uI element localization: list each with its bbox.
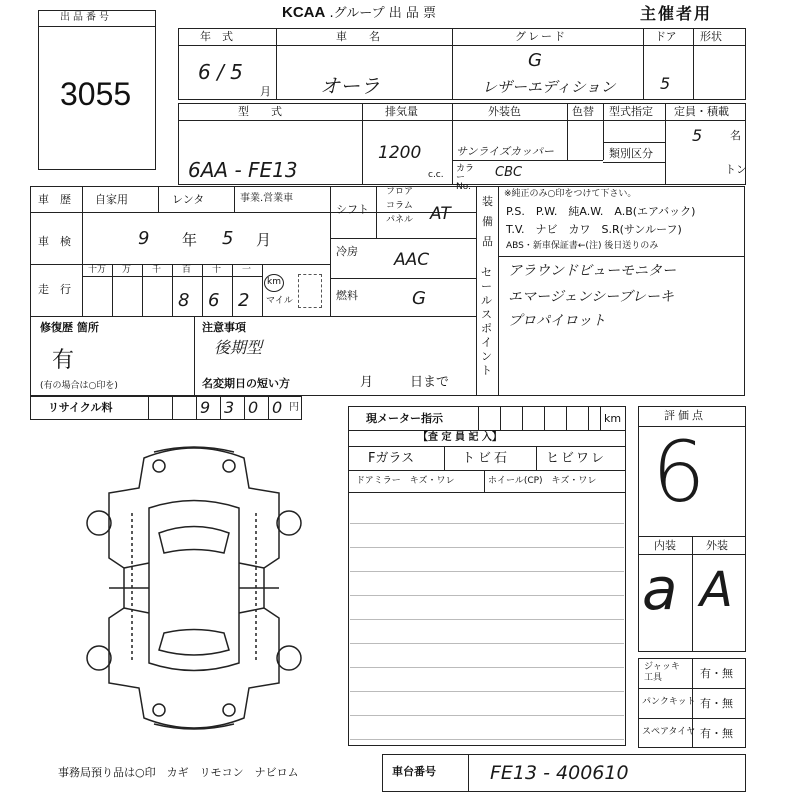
lot-number-label: 出品番号 — [60, 12, 112, 23]
inspector-section-label: 【査 定 員 記 入】 — [418, 432, 502, 443]
title-text: .グループ 出 品 票 — [329, 6, 436, 21]
shaken-year-unit: 年 — [182, 231, 198, 249]
deadline-label: 名変期日の短い方 — [202, 377, 290, 390]
tools-spare-label: スペアタイヤ — [642, 727, 696, 737]
equipment-line-2: T.V. ナビ カワ S.R(サンルーフ) — [506, 223, 682, 236]
recycle-unit: 円 — [289, 402, 299, 413]
shaken-label: 車 検 — [38, 235, 71, 248]
history-label: 車 歴 — [38, 193, 71, 206]
equipment-label: 装備品 — [482, 195, 493, 248]
mirror-label: ドアミラー キズ・ワレ — [356, 476, 455, 486]
digit-label-100: 百 — [182, 265, 192, 275]
deadline-month-unit: 月 — [360, 375, 374, 390]
exterior-label: 外装 — [706, 539, 728, 552]
digit-label-1k: 千 — [152, 265, 162, 275]
meter-label: 現メーター指示 — [366, 412, 443, 425]
recycle-label: リサイクル料 — [48, 401, 113, 414]
history-option-business: 事業.営業車 — [240, 193, 294, 204]
notice-label: 注意事項 — [202, 321, 246, 334]
shaken-month-value: 5 — [222, 228, 234, 249]
equipment-note: ※純正のみ○印をつけて下さい。 — [504, 189, 637, 199]
aircon-label: 冷房 — [336, 245, 358, 258]
capacity-value: 5 — [692, 126, 703, 145]
chassis-label: 車台番号 — [392, 765, 436, 778]
displacement-value: 1200 — [378, 143, 422, 163]
exterior-value: A — [700, 562, 733, 618]
office-note: 事務局預り品は○印 カギ リモコン ナビロム — [58, 766, 299, 779]
digit-label-10: 十 — [212, 265, 222, 275]
car-name-value: オーラ — [320, 74, 380, 98]
capacity-label: 定員・積載 — [674, 105, 729, 118]
interior-value: a — [642, 555, 678, 623]
color-no-label: カラー No. — [456, 164, 475, 192]
equipment-line-1: P.S. P.W. 純A.W. A.B(エアバック) — [506, 205, 696, 218]
category-label: 類別区分 — [609, 147, 653, 160]
shift-option-panel: パネル — [386, 215, 414, 225]
shift-value: AT — [430, 204, 451, 224]
color-change-label: 色替 — [572, 105, 594, 118]
mileage-label: 走 行 — [38, 283, 71, 296]
fuel-value: G — [412, 288, 426, 309]
sales-points-label: セールスポイント — [481, 266, 492, 377]
grade-value-2: レザーエディション — [482, 78, 616, 96]
repair-note: (有の場合は○印を) — [40, 381, 118, 391]
rating-label: 評価点 — [664, 409, 706, 422]
sales-point-1: アラウンドビューモニター — [508, 263, 676, 279]
digit-label-100k: 十万 — [88, 265, 107, 275]
car-name-label: 車 名 — [336, 30, 380, 43]
grade-label: グレード — [515, 30, 567, 43]
brand-logo: KCAA — [282, 4, 326, 21]
inspector-notes-area — [350, 500, 624, 744]
recycle-digit-1: 9 — [200, 398, 211, 417]
mileage-digit-3: 2 — [238, 290, 250, 311]
model-value: 6AA - FE13 — [188, 158, 298, 182]
cc-unit: c.c. — [428, 170, 444, 180]
sales-point-2: エマージェンシーブレーキ — [508, 289, 674, 305]
lot-number: 3055 — [60, 76, 132, 112]
shaken-month-unit: 月 — [256, 231, 272, 249]
shift-label: シフト — [336, 203, 369, 216]
recycle-digit-3: 0 — [248, 398, 259, 417]
wheel-label: ホイール(CP) キズ・ワレ — [488, 476, 597, 486]
load-unit: トン — [725, 163, 747, 176]
tools-puncture-value: 有・無 — [700, 697, 733, 710]
chip-label: トビ石 — [462, 451, 511, 466]
notice-value: 後期型 — [214, 338, 263, 357]
recycle-digit-4: 0 — [272, 398, 283, 417]
doors-label: ドア — [655, 30, 677, 43]
tools-jack-label: ジャッキ工具 — [644, 662, 680, 683]
repair-label: 修復歴 箇所 — [40, 321, 99, 334]
year-label: 年 式 — [200, 30, 233, 43]
shift-option-column: コラム — [386, 201, 413, 211]
model-label: 型 式 — [238, 105, 282, 118]
exterior-color-value: サンライズカッパー — [456, 145, 554, 158]
tools-jack-value: 有・無 — [700, 667, 733, 680]
shift-option-floor: フロア — [386, 187, 414, 197]
deadline-day-unit: 日まで — [410, 375, 450, 390]
form-title — [282, 2, 436, 21]
digit-label-1: 一 — [242, 265, 252, 275]
crack-label: ヒビワレ — [546, 451, 607, 466]
year-value: 6 / 5 — [198, 60, 243, 84]
shape-label: 形状 — [700, 30, 722, 43]
km-label: km — [267, 277, 281, 287]
interior-label: 内装 — [654, 539, 676, 552]
recycle-digit-2: 3 — [224, 398, 235, 417]
grade-value: G — [528, 50, 542, 71]
chassis-value: FE13 - 400610 — [490, 762, 629, 784]
sales-point-3: プロパイロット — [508, 313, 606, 329]
mile-checkbox — [298, 274, 322, 308]
displacement-label: 排気量 — [385, 105, 418, 118]
tools-puncture-label: パンクキット — [642, 697, 696, 707]
year-unit: 月 — [260, 85, 271, 98]
capacity-unit: 名 — [730, 129, 741, 142]
exterior-color-label: 外装色 — [488, 105, 521, 118]
car-diagram — [74, 438, 314, 738]
doors-value: 5 — [660, 74, 671, 93]
fuel-label: 燃料 — [336, 289, 358, 302]
history-option-rental: レンタ — [172, 193, 205, 206]
mileage-digit-1: 8 — [178, 290, 190, 311]
history-option-private: 自家用 — [95, 193, 128, 206]
digit-label-10k: 万 — [122, 265, 132, 275]
mileage-digit-2: 6 — [208, 290, 220, 311]
organizer-label: 主催者用 — [640, 4, 713, 23]
shaken-year-value: 9 — [138, 228, 150, 249]
tools-spare-value: 有・無 — [700, 727, 733, 740]
meter-unit: km — [604, 412, 622, 425]
front-glass-label: Fガラス — [368, 451, 415, 466]
mile-label: マイル — [266, 296, 293, 306]
repair-value: 有 — [52, 348, 75, 373]
type-designation-label: 型式指定 — [609, 105, 653, 118]
equipment-line-3: ABS・新車保証書←(注) 後日送りのみ — [506, 241, 659, 251]
rating-score: 6 — [652, 423, 706, 521]
aircon-value: AAC — [394, 250, 430, 270]
color-no-value: CBC — [495, 165, 523, 180]
